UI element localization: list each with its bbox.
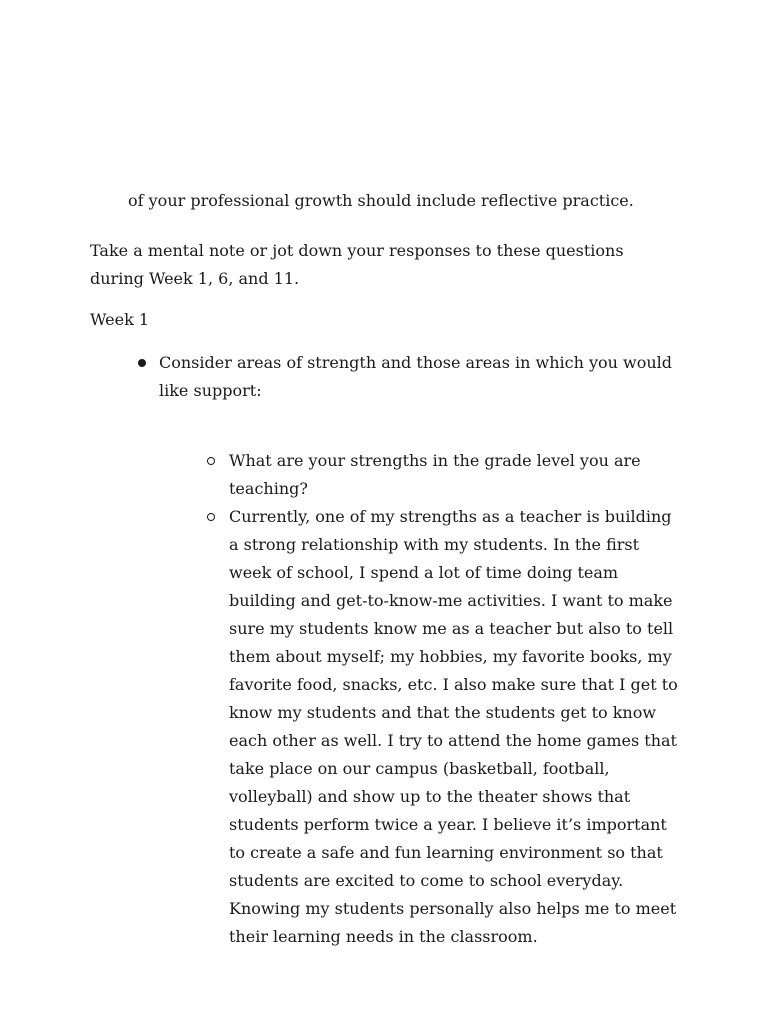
sub-list-item (206, 503, 686, 951)
week-heading: Week 1 (90, 310, 150, 329)
sub-list-item-text: Currently, one of my strengths as a teacher is building a strong relationship with my students. In the first week of school, I spend a lot of time doing team building and get-to-know-me activities. I want to make sure my students know me as a teacher but also to tell them about myself; my hobbies, my favorite books, my favorite food, snacks, etc. I also make sure that I get to know my students and that the students get to know each other as well. I try to attend the home games that take place on our campus (basketball, football, volleyball) and show up to the theater shows that students perform twice a year. I believe it’s important to create a safe and fun learning environment so that students are excited to come to school everyday. Knowing my students personally also helps me to meet their learning needs in the classroom. (229, 507, 678, 946)
hollow-bullet-icon (207, 457, 215, 465)
sub-list-item (206, 447, 686, 503)
sub-list-item-text: What are your strengths in the grade level you are teaching? (229, 451, 641, 498)
intro-paragraph: Take a mental note or jot down your responses to these questions during Week 1, 6, and 11. (90, 241, 624, 288)
continued-paragraph-line: of your professional growth should include reflective practice. (128, 191, 634, 210)
list-item (136, 349, 696, 405)
list-item-text: Consider areas of strength and those areas in which you would like support: (159, 353, 673, 400)
hollow-bullet-icon (207, 513, 215, 521)
bullet-icon (138, 359, 146, 367)
sub-bullet-list (206, 447, 686, 951)
bullet-list (136, 349, 696, 405)
